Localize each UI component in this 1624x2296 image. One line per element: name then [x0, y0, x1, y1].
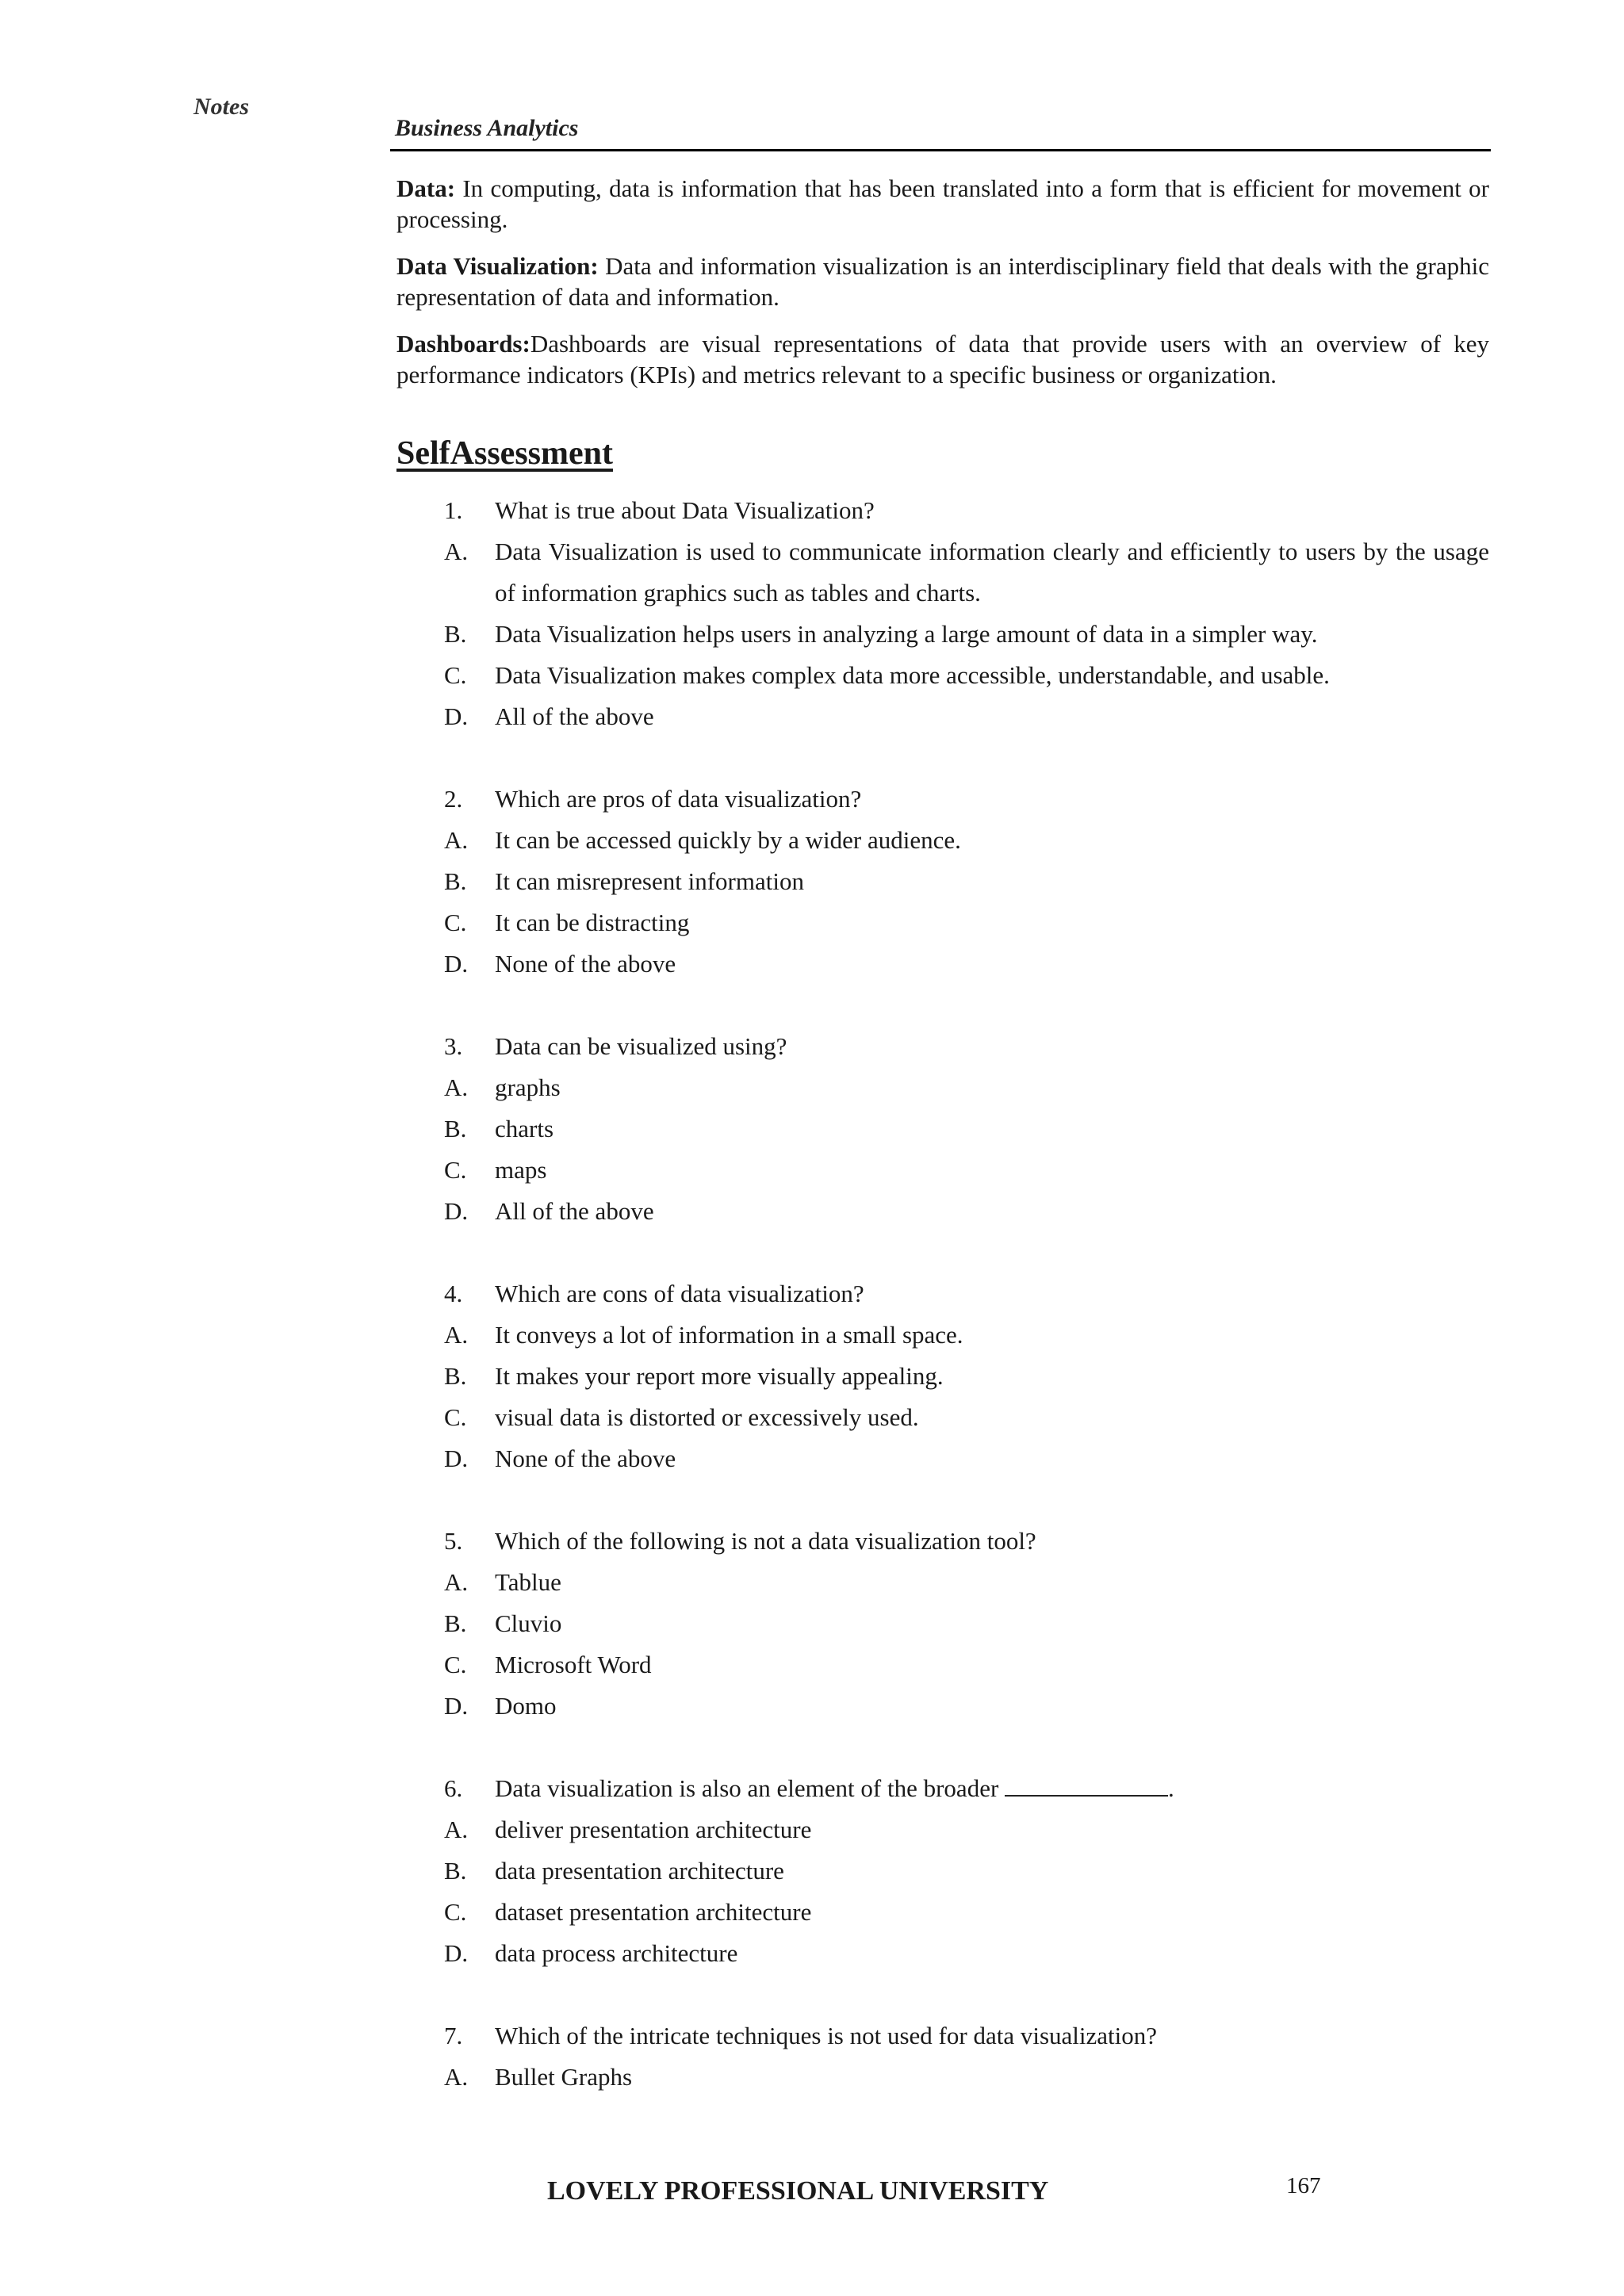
running-header: [390, 111, 1491, 151]
question-5: [396, 1521, 1489, 1727]
definition-term: Data Visualization:: [396, 252, 599, 280]
option-text: Microsoft Word: [495, 1651, 652, 1678]
option-b: [396, 1850, 1489, 1892]
option-text: Cluvio: [495, 1609, 562, 1637]
definition-data-visualization: [396, 251, 1489, 312]
definition-term: Dashboards:: [396, 330, 530, 358]
option-text: dataset presentation architecture: [495, 1898, 812, 1926]
option-letter: B.: [444, 1115, 467, 1142]
option-text: None of the above: [495, 950, 676, 978]
option-c: [396, 1892, 1489, 1933]
option-a: [396, 531, 1489, 614]
option-text: Bullet Graphs: [495, 2063, 633, 2091]
question-text: Which are pros of data visualization?: [495, 785, 862, 813]
page-content: [396, 173, 1489, 2139]
option-b: [396, 1603, 1489, 1644]
question-7: [396, 2015, 1489, 2098]
option-a: [396, 2057, 1489, 2098]
page-number: 167: [1286, 2173, 1321, 2198]
question-number: 7.: [444, 2022, 463, 2049]
question-2: [396, 779, 1489, 985]
option-letter: D.: [444, 1445, 469, 1472]
option-text: deliver presentation architecture: [495, 1816, 812, 1843]
option-letter: A.: [444, 538, 469, 565]
option-text: None of the above: [495, 1445, 676, 1472]
section-heading: SelfAssessment: [396, 435, 613, 472]
option-letter: B.: [444, 620, 467, 648]
question-number: 4.: [444, 1280, 463, 1307]
option-text: charts: [495, 1115, 554, 1142]
option-a: [396, 820, 1489, 861]
question-stem: [396, 779, 1489, 820]
option-c: [396, 902, 1489, 943]
option-letter: A.: [444, 1568, 469, 1596]
option-d: [396, 1191, 1489, 1232]
option-a: [396, 1314, 1489, 1356]
option-text: It makes your report more visually appealing.: [495, 1362, 944, 1390]
question-stem: [396, 1768, 1489, 1809]
option-c: [396, 1150, 1489, 1191]
question-stem: [396, 1521, 1489, 1562]
option-letter: B.: [444, 1609, 467, 1637]
question-number: 1.: [444, 496, 463, 524]
question-text: Which are cons of data visualization?: [495, 1280, 864, 1307]
question-number: 2.: [444, 785, 463, 813]
option-text: It can be accessed quickly by a wider audience.: [495, 826, 961, 854]
question-text: What is true about Data Visualization?: [495, 496, 875, 524]
option-letter: A.: [444, 2063, 469, 2091]
question-text: Which of the intricate techniques is not used for data visualization?: [495, 2022, 1158, 2049]
option-d: [396, 943, 1489, 985]
question-text: Data visualization is also an element of the broader: [495, 1774, 1005, 1802]
question-text: Data can be visualized using?: [495, 1032, 787, 1060]
option-letter: B.: [444, 1362, 467, 1390]
option-text: graphs: [495, 1073, 561, 1101]
option-text: data presentation architecture: [495, 1857, 784, 1885]
header-title: Business Analytics: [395, 115, 579, 141]
option-letter: D.: [444, 950, 469, 978]
option-c: [396, 655, 1489, 696]
question-3: [396, 1026, 1489, 1232]
option-b: [396, 1356, 1489, 1397]
footer-university: LOVELY PROFESSIONAL UNIVERSITY: [547, 2176, 1049, 2206]
option-b: [396, 1108, 1489, 1150]
option-letter: A.: [444, 1073, 469, 1101]
option-letter: D.: [444, 1939, 469, 1967]
option-d: [396, 1438, 1489, 1479]
option-text: All of the above: [495, 1197, 654, 1225]
question-number: 5.: [444, 1527, 463, 1555]
definition-body: Data and information visualization is an interdisciplinary field that deals with the graphic representation of data and information.: [396, 252, 1489, 311]
option-text: visual data is distorted or excessively used.: [495, 1403, 919, 1431]
option-text: Data Visualization is used to communicate information clearly and efficiently to users by the usage of information graphics such as tables and charts.: [495, 538, 1489, 607]
option-c: [396, 1397, 1489, 1438]
option-a: [396, 1809, 1489, 1850]
question-4: [396, 1273, 1489, 1479]
option-letter: C.: [444, 661, 467, 689]
option-text: It conveys a lot of information in a small space.: [495, 1321, 963, 1349]
definition-term: Data:: [396, 174, 456, 202]
question-stem: [396, 490, 1489, 531]
option-letter: A.: [444, 1321, 469, 1349]
option-letter: A.: [444, 1816, 469, 1843]
definition-body: In computing, data is information that has been translated into a form that is efficient for movement or processing.: [396, 174, 1489, 233]
option-b: [396, 861, 1489, 902]
option-letter: B.: [444, 1857, 467, 1885]
question-stem: [396, 1026, 1489, 1067]
option-text: Data Visualization makes complex data more accessible, understandable, and usable.: [495, 661, 1330, 689]
question-text-wrapper: [495, 1768, 1489, 1809]
option-d: [396, 1933, 1489, 1974]
question-text-suffix: .: [1168, 1774, 1174, 1802]
option-c: [396, 1644, 1489, 1686]
option-d: [396, 696, 1489, 737]
question-text: Which of the following is not a data visualization tool?: [495, 1527, 1036, 1555]
question-number: 6.: [444, 1774, 463, 1802]
definition-dashboards: [396, 328, 1489, 390]
option-text: It can be distracting: [495, 909, 690, 936]
definition-body: Dashboards are visual representations of data that provide users with an overview of key performance indicators (KPIs) and metrics relevant to a specific business or organization.: [396, 330, 1489, 388]
option-text: Domo: [495, 1692, 557, 1720]
option-letter: C.: [444, 1403, 467, 1431]
option-letter: D.: [444, 1197, 469, 1225]
option-text: It can misrepresent information: [495, 867, 804, 895]
question-6: [396, 1768, 1489, 1974]
option-text: Tablue: [495, 1568, 561, 1596]
option-d: [396, 1686, 1489, 1727]
option-letter: C.: [444, 1156, 467, 1184]
option-letter: C.: [444, 1651, 467, 1678]
option-text: data process architecture: [495, 1939, 738, 1967]
option-text: maps: [495, 1156, 547, 1184]
question-stem: [396, 2015, 1489, 2057]
option-letter: D.: [444, 702, 469, 730]
fill-in-blank: [1005, 1774, 1168, 1797]
margin-notes-label: Notes: [193, 94, 249, 120]
option-b: [396, 614, 1489, 655]
option-letter: A.: [444, 826, 469, 854]
question-1: [396, 490, 1489, 737]
option-text: All of the above: [495, 702, 654, 730]
option-letter: C.: [444, 909, 467, 936]
question-number: 3.: [444, 1032, 463, 1060]
option-letter: D.: [444, 1692, 469, 1720]
question-stem: [396, 1273, 1489, 1314]
definition-data: [396, 173, 1489, 235]
option-letter: C.: [444, 1898, 467, 1926]
option-text: Data Visualization helps users in analyzing a large amount of data in a simpler way.: [495, 620, 1318, 648]
option-a: [396, 1562, 1489, 1603]
option-a: [396, 1067, 1489, 1108]
option-letter: B.: [444, 867, 467, 895]
